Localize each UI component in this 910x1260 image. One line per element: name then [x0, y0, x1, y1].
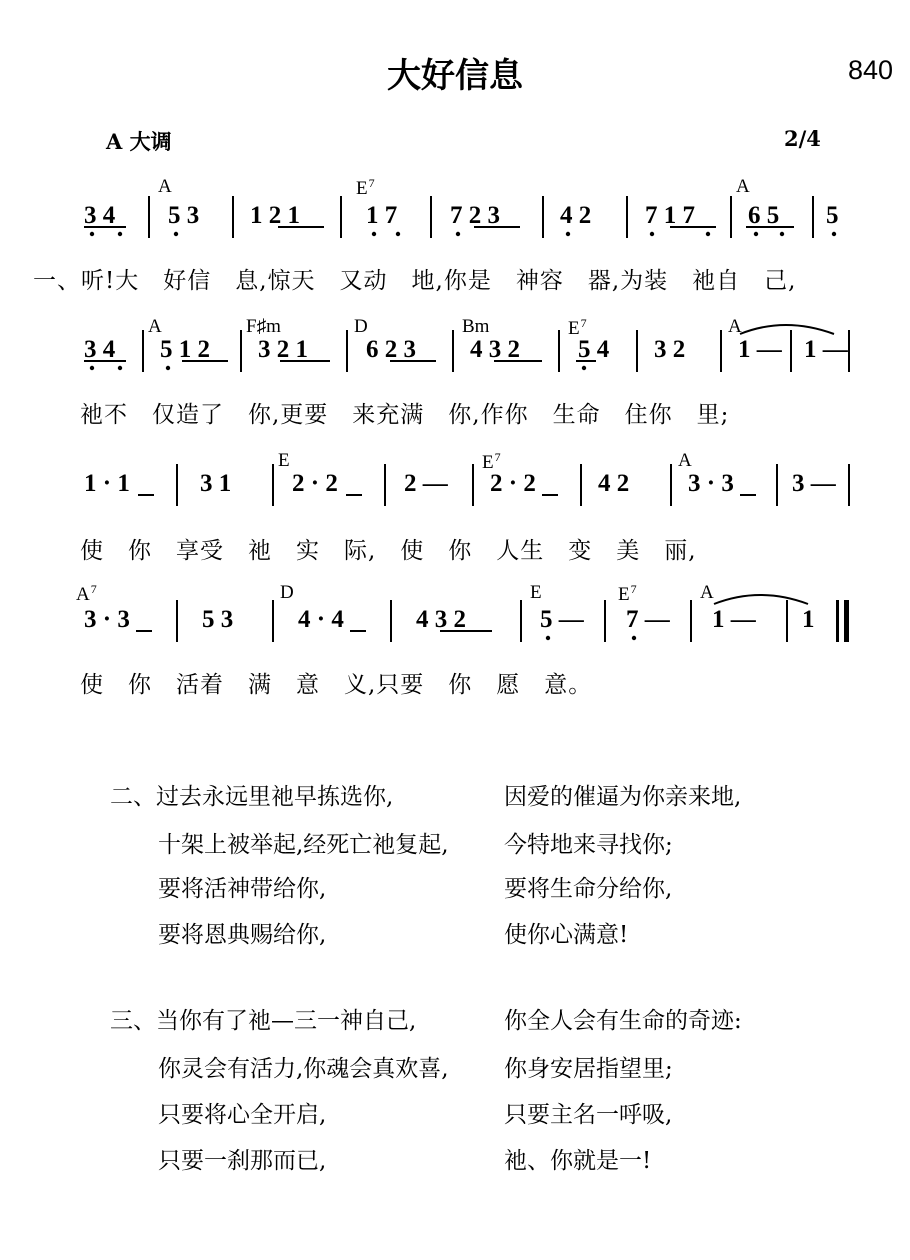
verse3-line: 祂、你就是一! — [504, 1148, 652, 1174]
note-group: 6 5 — [748, 202, 780, 229]
chord-label: D — [280, 582, 294, 603]
verse3-line: 三、当你有了祂—三一神自己, — [110, 1008, 417, 1034]
key-signature: A 大调 — [106, 129, 172, 154]
chord-label: $E^7$ — [618, 582, 637, 605]
note-group: 7 1 7 — [645, 202, 695, 229]
note-group: 4 · 4 — [298, 606, 344, 633]
note-group: 4 3 2 — [470, 336, 520, 363]
verse2-line: 十架上被举起,经死亡祂复起, — [158, 832, 449, 858]
lyrics-line: 祂不 仅造了 你,更要 来充满 你,作你 生命 住你 里; — [80, 402, 730, 428]
note-group: 3 1 — [200, 470, 232, 497]
note-group: 1 · 1 — [84, 470, 130, 497]
chord-label: A — [158, 176, 172, 197]
page-title: 大好信息 — [387, 56, 523, 96]
verse3-line: 只要主名一呼吸, — [504, 1102, 673, 1128]
note-group: 1 — — [804, 336, 848, 363]
verse2-line: 二、过去永远里祂早拣选你, — [110, 784, 394, 810]
lyrics-line: 使 你 活着 满 意 义,只要 你 愿 意。 — [80, 672, 593, 698]
note-group: 3 · 3 — [688, 470, 734, 497]
verse3-line: 你全人会有生命的奇迹: — [504, 1008, 742, 1034]
verse2-line: 要将恩典赐给你, — [158, 922, 327, 948]
verse3-line: 只要将心全开启, — [158, 1102, 327, 1128]
note-group: 3 2 1 — [258, 336, 308, 363]
note-group: 3 4 — [84, 202, 116, 229]
note-group: 3 2 — [654, 336, 686, 363]
chord-label: A — [728, 316, 742, 337]
note-group: 5 3 — [168, 202, 200, 229]
chord-label: F♯m — [246, 316, 281, 337]
note-group: 7 2 3 — [450, 202, 500, 229]
note-group: 5 — [826, 202, 839, 229]
chord-label: A — [678, 450, 692, 471]
note-group: 1 — — [738, 336, 782, 363]
note-group: 5 — — [540, 606, 584, 633]
chord-label: A — [148, 316, 162, 337]
chord-label: Bm — [462, 316, 490, 337]
note-group: 3 4 — [84, 336, 116, 363]
time-signature: 2/4 — [784, 126, 821, 151]
lyrics-line: 使 你 享受 祂 实 际, 使 你 人生 变 美 丽, — [80, 538, 697, 564]
verse2-line: 因爱的催逼为你亲来地, — [504, 784, 742, 810]
note-group: 7 — — [626, 606, 670, 633]
chord-label: A — [700, 582, 714, 603]
chord-label: $E^7$ — [568, 316, 587, 339]
chord-label: $A^7$ — [76, 582, 97, 605]
hymn-number: 840 — [848, 55, 894, 85]
verse2-line: 要将生命分给你, — [504, 876, 673, 902]
note-group: 2 — — [404, 470, 448, 497]
note-group: 3 — — [792, 470, 836, 497]
chord-label: $E^7$ — [356, 176, 375, 199]
note-group: 5 4 — [578, 336, 610, 363]
verse2-line: 要将活神带给你, — [158, 876, 327, 902]
note-group: 1 — — [712, 606, 756, 633]
note-group: 4 2 — [560, 202, 592, 229]
note-group: 3 · 3 — [84, 606, 130, 633]
chord-label: A — [736, 176, 750, 197]
verse3-line: 你灵会有活力,你魂会真欢喜, — [158, 1056, 449, 1082]
note-group: 5 1 2 — [160, 336, 210, 363]
note-group: 4 2 — [598, 470, 630, 497]
note-group: 1 — [802, 606, 815, 633]
verse3-line: 你身安居指望里; — [504, 1056, 673, 1082]
verse2-line: 今特地来寻找你; — [504, 832, 673, 858]
verse2-line: 使你心满意! — [504, 922, 629, 948]
note-group: 2 · 2 — [490, 470, 536, 497]
note-group: 1 2 1 — [250, 202, 300, 229]
note-group: 6 2 3 — [366, 336, 416, 363]
chord-label: $E^7$ — [482, 450, 501, 473]
lyrics-line: 一、听!大 好信 息,惊天 又动 地,你是 神容 器,为装 祂自 己, — [33, 268, 797, 294]
chord-label: E — [530, 582, 542, 603]
note-group: 4 3 2 — [416, 606, 466, 633]
note-group: 1 7 — [366, 202, 398, 229]
note-group: 5 3 — [202, 606, 234, 633]
note-group: 2 · 2 — [292, 470, 338, 497]
chord-label: E — [278, 450, 290, 471]
chord-label: D — [354, 316, 368, 337]
verse3-line: 只要一刹那而已, — [158, 1148, 327, 1174]
